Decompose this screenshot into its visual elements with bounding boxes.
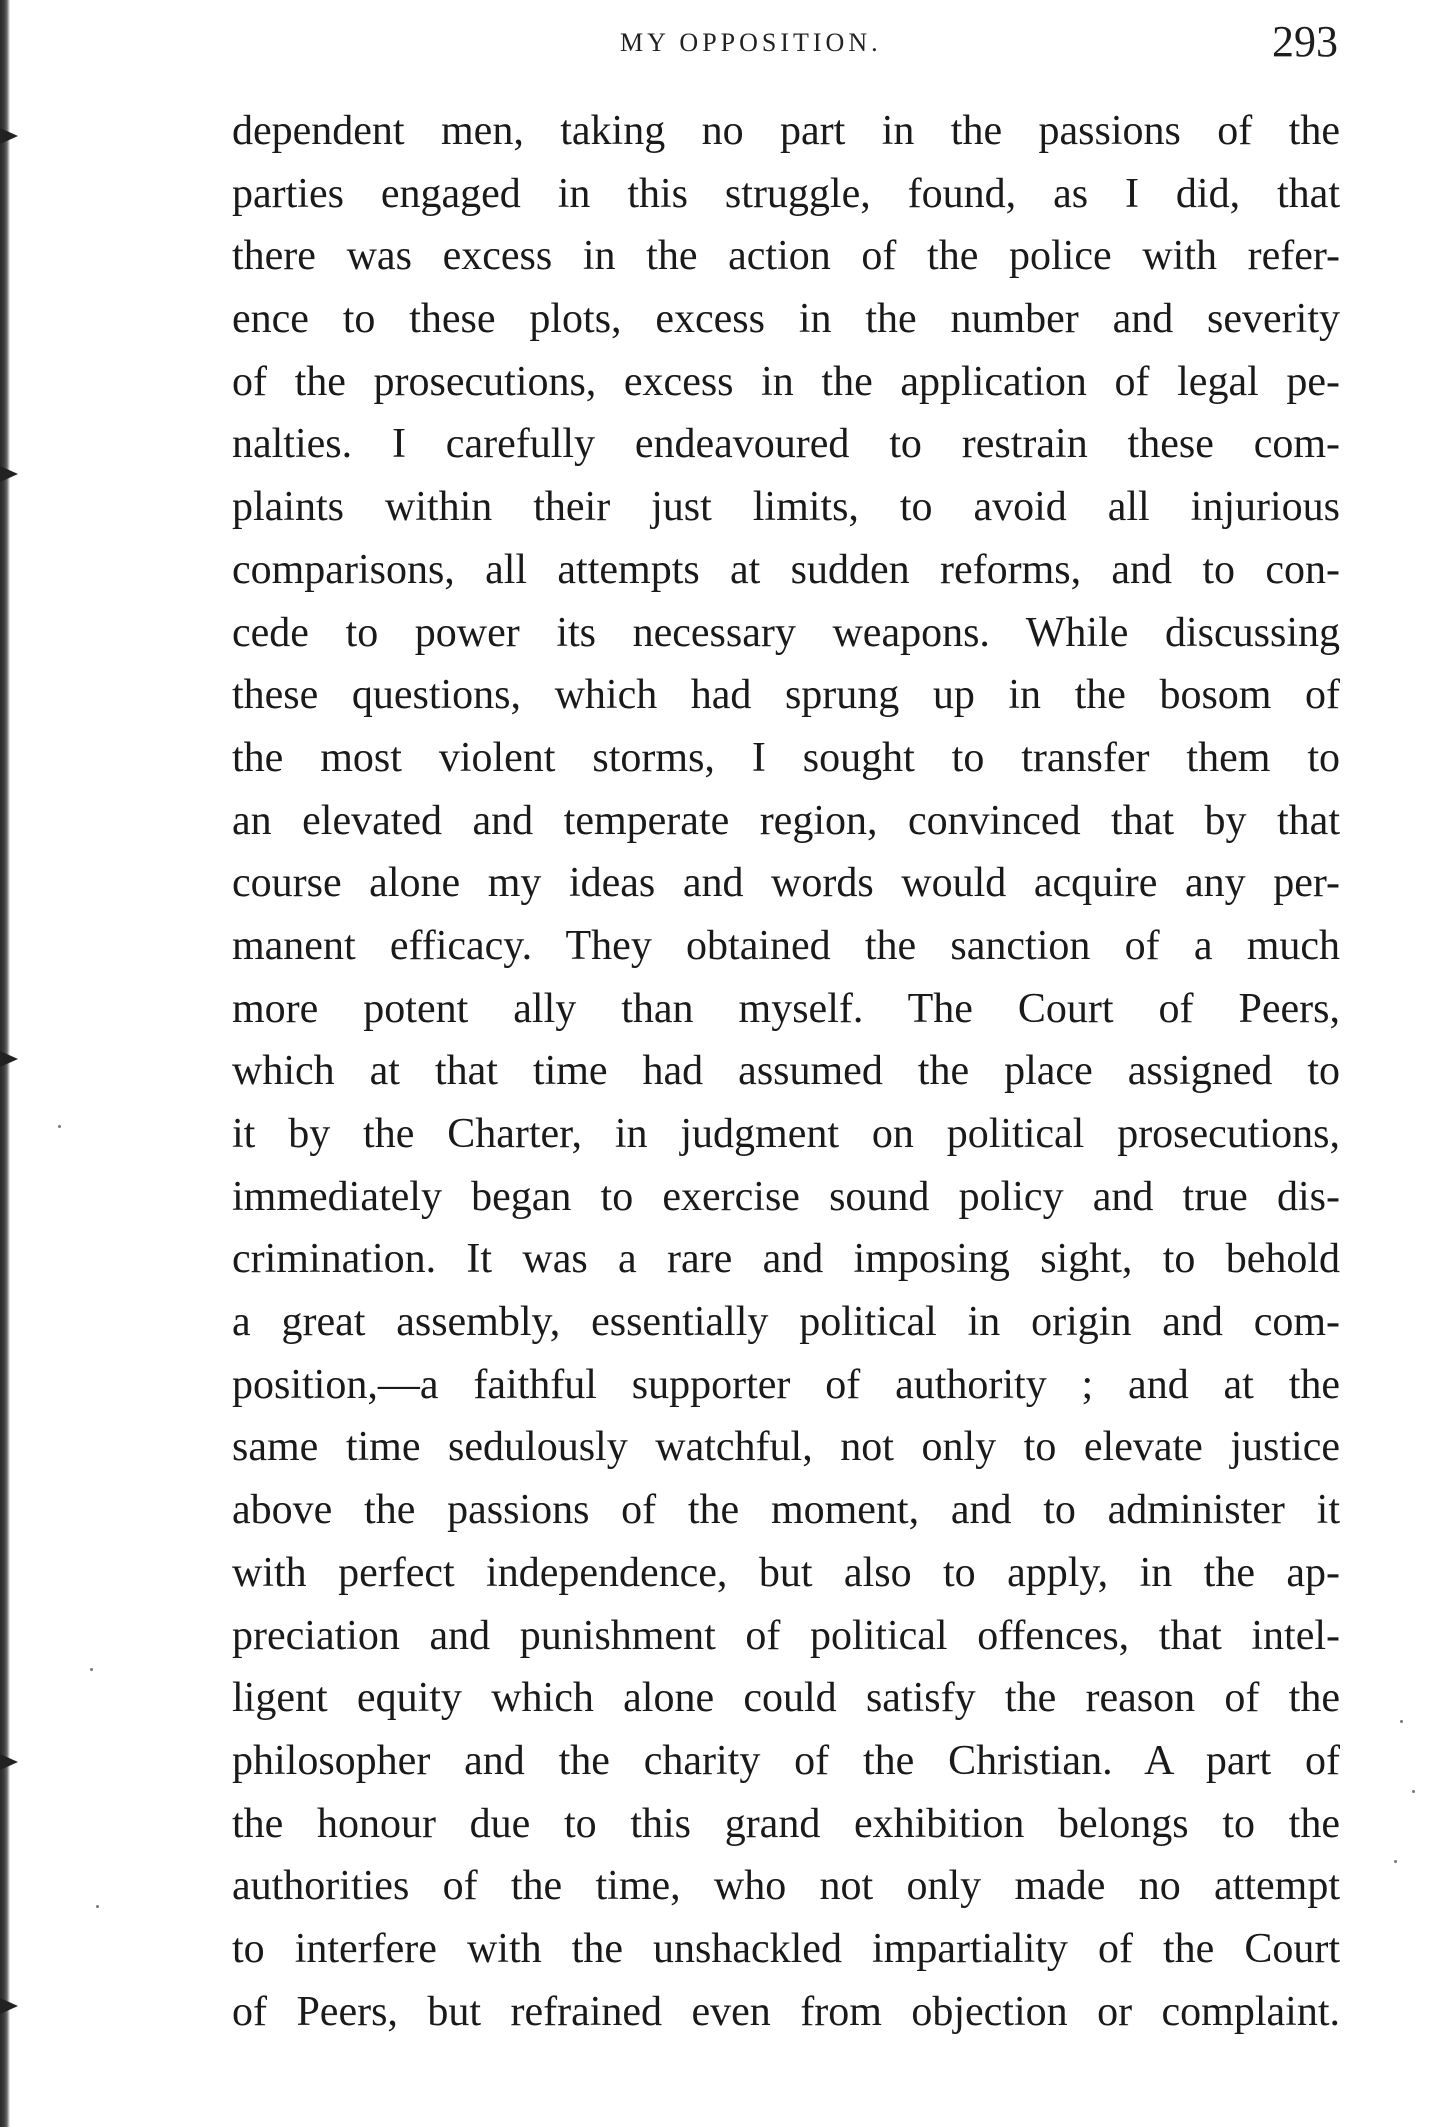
text-line: course alone my ideas and words would acquire any per- [232,860,1340,907]
text-line: of Peers, but refrained even from objection or complaint. [232,1988,1340,2035]
text-line: ligent equity which alone could satisfy the reason of the [232,1675,1340,1722]
page-number: 293 [1272,17,1338,66]
paper-speck [90,1668,93,1671]
text-line: the most violent storms, I sought to transfer them to [232,734,1340,781]
text-line: comparisons, all attempts at sudden reforms, and to con- [232,546,1340,593]
text-line: immediately began to exercise sound policy and true dis- [232,1173,1340,1220]
text-line: it by the Charter, in judgment on political prosecutions, [232,1111,1340,1157]
running-title: MY OPPOSITION. [620,28,882,57]
text-line: which at that time had assumed the place assigned to [232,1048,1340,1095]
text-line: a great assembly, essentially political in origin and com- [232,1299,1340,1346]
text-line: with perfect independence, but also to apply, in the ap- [232,1549,1340,1596]
text-line: more potent ally than myself. The Court of Peers, [232,985,1340,1032]
body-text [232,100,1340,2043]
paper-speck [1394,1860,1397,1863]
text-line: parties engaged in this struggle, found, as I did, that [232,170,1340,217]
text-line: manent efficacy. They obtained the sanction of a much [232,922,1340,969]
text-line: there was excess in the action of the police with refer- [232,233,1340,280]
running-head [0,14,1443,74]
text-line: of the prosecutions, excess in the application of legal pe- [232,358,1340,405]
text-line: the honour due to this grand exhibition belongs to the [232,1800,1340,1847]
paper-speck [58,1125,61,1128]
text-line: dependent men, taking no part in the passions of the [232,108,1340,154]
text-line: above the passions of the moment, and to administer it [232,1487,1340,1534]
text-line: plaints within their just limits, to avoid all injurious [232,484,1340,531]
text-line: these questions, which had sprung up in the bosom of [232,672,1340,719]
text-line: preciation and punishment of political offences, that intel- [232,1612,1340,1659]
text-line: same time sedulously watchful, not only to elevate justice [232,1424,1340,1471]
text-line: crimination. It was a rare and imposing sight, to behold [232,1236,1340,1283]
text-line: cede to power its necessary weapons. While discussing [232,609,1340,656]
paper-speck [1412,1790,1415,1793]
paper-speck [1400,1720,1403,1723]
text-line: nalties. I carefully endeavoured to restrain these com- [232,421,1340,468]
paper-speck [96,1905,99,1908]
text-line: philosopher and the charity of the Christian. A part of [232,1737,1340,1784]
text-line: to interfere with the unshackled impartiality of the Court [232,1925,1340,1972]
text-line: position,—a faithful supporter of authority ; and at the [232,1361,1340,1408]
text-line: an elevated and temperate region, convinced that by that [232,797,1340,844]
text-line: authorities of the time, who not only made no attempt [232,1863,1340,1910]
text-line: ence to these plots, excess in the number and severity [232,296,1340,343]
